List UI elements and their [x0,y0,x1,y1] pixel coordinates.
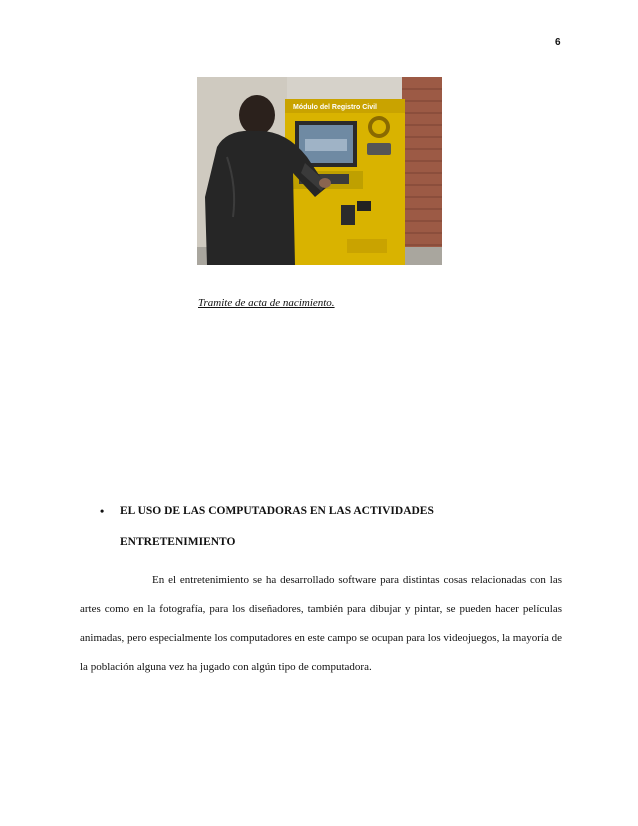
kiosk-sign: Módulo del Registro Civil [293,104,378,111]
heading-line-1: EL USO DE LAS COMPUTADORAS EN LAS ACTIVIDADES [120,505,434,517]
page-number: 6 [555,37,561,48]
paragraph-text: En el entretenimiento se ha desarrollado software para distintas cosas relacionadas con las artes como en la fotografía, para los diseñadores, también para dibujar y pintar, se pueden hacer películas animadas, pero especialmente los computadores en este campo se ocupan para los videojuegos, la mayoría de la población alguna vez ha jugado con algún tipo de computadora. [80,574,562,673]
bullet-icon: • [100,504,105,518]
kiosk-photo [197,77,442,265]
heading-line-2: ENTRETENIMIENTO [120,536,236,548]
section-heading [100,496,570,558]
body-paragraph [80,566,562,682]
figure-caption: Tramite de acta de nacimiento. [198,297,335,309]
